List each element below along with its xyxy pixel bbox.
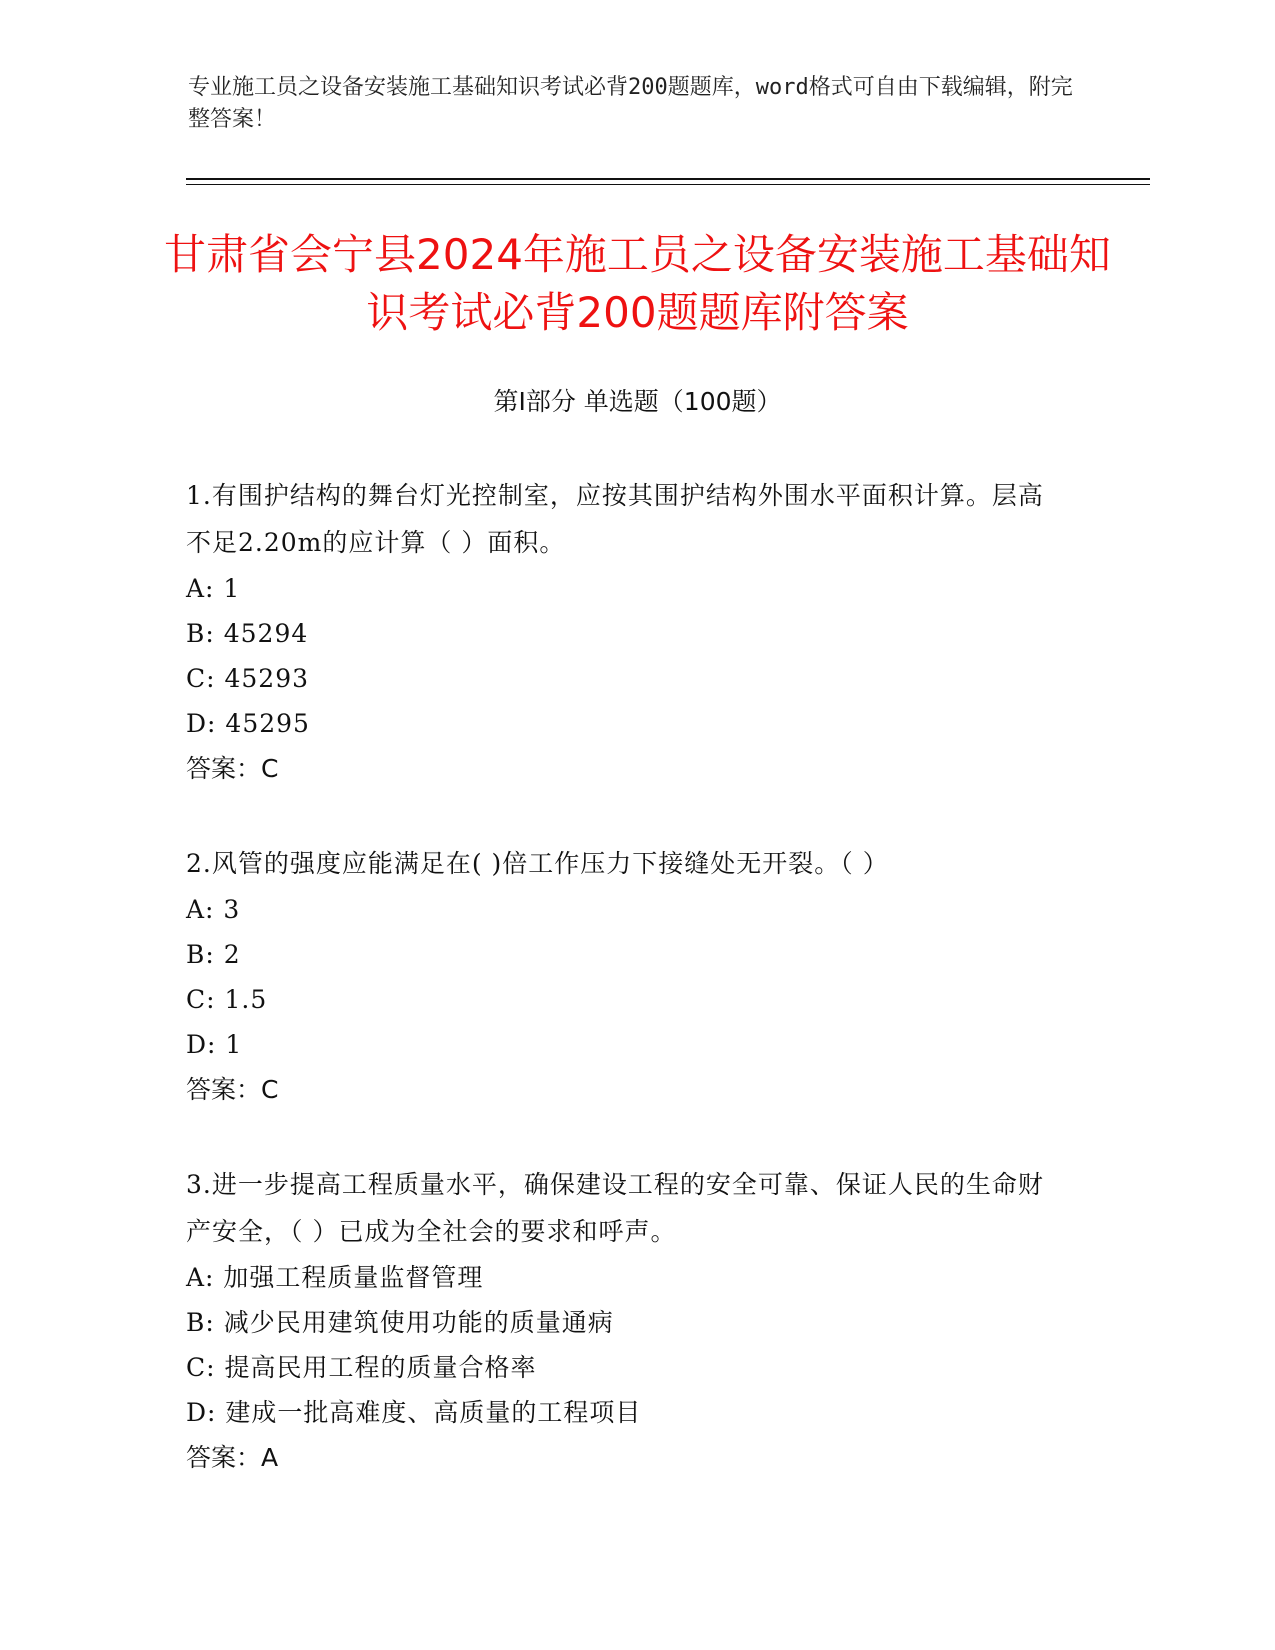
document-title: 甘肃省会宁县2024年施工员之设备安装施工基础知识考试必背200题题库附答案 bbox=[164, 230, 1111, 337]
question-3 bbox=[186, 1161, 1066, 1480]
header-note: 专业施工员之设备安装施工基础知识考试必背200题题库，word格式可自由下载编辑，附完整答案！ bbox=[188, 75, 1073, 132]
answer: 答案：A bbox=[186, 1443, 279, 1472]
question-stem: 1.有围护结构的舞台灯光控制室，应按其围护结构外围水平面积计算。层高不足2.20m的应计算（ ）面积。 bbox=[186, 481, 1044, 557]
option-d: D: 1 bbox=[186, 1030, 243, 1059]
option-d: D: 建成一批高难度、高质量的工程项目 bbox=[186, 1398, 642, 1427]
option-a: A: 1 bbox=[186, 574, 241, 603]
option-b: B: 2 bbox=[186, 940, 241, 969]
option-a: A: 3 bbox=[186, 895, 241, 924]
option-c: C: 1.5 bbox=[186, 985, 268, 1014]
option-b: B: 45294 bbox=[186, 619, 309, 648]
question-list bbox=[186, 472, 1066, 1529]
section-title: 第Ⅰ部分 单选题（100题） bbox=[493, 387, 782, 416]
header-rule-thick bbox=[186, 178, 1150, 180]
question-stem: 3.进一步提高工程质量水平，确保建设工程的安全可靠、保证人民的生命财产安全，（ ）已成为全社会的要求和呼声。 bbox=[186, 1170, 1044, 1246]
option-b: B: 减少民用建筑使用功能的质量通病 bbox=[186, 1308, 614, 1337]
answer: 答案：C bbox=[186, 754, 279, 783]
question-2 bbox=[186, 840, 1066, 1112]
question-1 bbox=[186, 472, 1066, 791]
option-c: C: 提高民用工程的质量合格率 bbox=[186, 1353, 537, 1382]
question-stem: 2.风管的强度应能满足在( )倍工作压力下接缝处无开裂。（ ） bbox=[186, 849, 889, 878]
option-a: A: 加强工程质量监督管理 bbox=[186, 1263, 484, 1292]
option-d: D: 45295 bbox=[186, 709, 310, 738]
option-c: C: 45293 bbox=[186, 664, 310, 693]
answer: 答案：C bbox=[186, 1075, 279, 1104]
header-rule-thin bbox=[186, 184, 1150, 185]
